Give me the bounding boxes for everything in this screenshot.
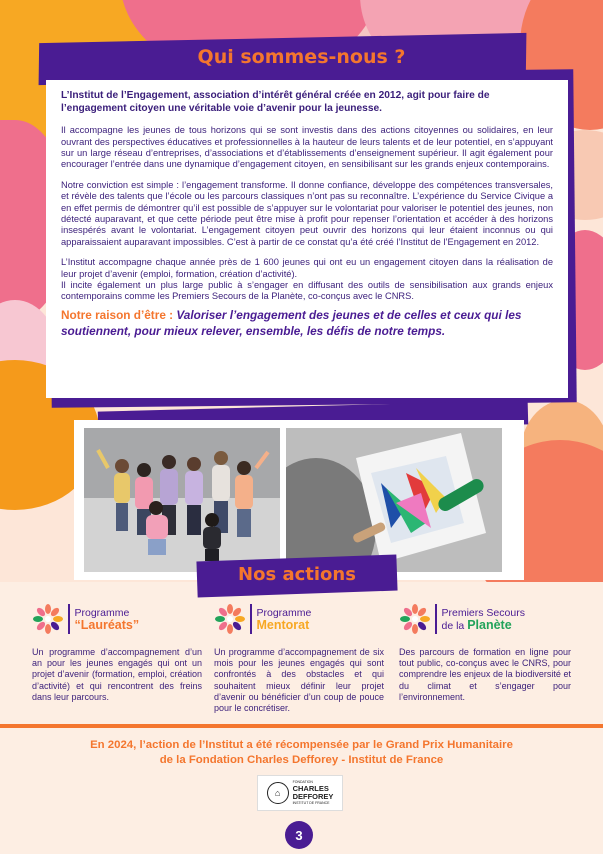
program-title-line2a: de la — [441, 619, 468, 632]
program-separator — [68, 604, 70, 634]
program-title-line2: “Lauréats” — [74, 618, 140, 632]
program-separator — [435, 604, 437, 634]
program-header — [32, 601, 202, 637]
program-title-line2b: Planète — [467, 617, 512, 632]
program-laureats — [32, 601, 202, 703]
logo-name: CHARLES — [292, 784, 329, 793]
divider-line — [0, 724, 603, 728]
actions-title: Nos actions — [238, 564, 356, 585]
program-title-line2: Mentorat — [256, 618, 310, 632]
logo-small-text: FONDATION — [292, 780, 313, 784]
award-statement — [0, 738, 603, 768]
foundation-logo — [257, 775, 343, 811]
program-title — [75, 607, 140, 631]
intro-paragraph: Notre conviction est simple : l’engagement transforme. Il donne confiance, développe des compétences transversales, et révèle des talents que l’école ou les parcours classiques n’ont pas su reconnaître. L’expérience du Service Civique a en effet permis de démontrer qu’il est possible de s’appuyer sur le volontariat pour valoriser le potentiel des jeunes, non détecté auparavant, et que cette période peut être mise à profit pour repenser l’orientation et accéder à des horizons insespérés avant le volontariat. L’engagement citoyen peut ouvrir des horizons qui leur étaient inconnus ou qui apparaissaient auparavant impossibles. C’est à partir de ce constat qu’a été créé l’Institut de l’Engagement en 2012. — [61, 179, 553, 247]
program-title — [257, 607, 312, 631]
flower-logo-icon — [32, 603, 64, 635]
mission-statement — [61, 307, 553, 339]
program-header — [399, 601, 571, 637]
group-photo-illustration — [84, 428, 280, 572]
page-number: 3 — [285, 821, 313, 849]
intro-card — [46, 80, 568, 398]
logo-name: DEFFOREY — [292, 792, 334, 801]
award-line: de la Fondation Charles Defforey - Institut de France — [159, 754, 444, 766]
mission-label: Notre raison d’être : — [61, 307, 174, 322]
page-title: Qui sommes-nous ? — [197, 46, 406, 68]
intro-paragraph: L’Institut accompagne chaque année près de 1 600 jeunes qui ont eu un engagement citoyen dans la réalisation de leur projet d’avenir (emploi, formation, création d’activité). — [61, 257, 553, 279]
program-title-line1: Programme — [256, 607, 312, 619]
program-premiers-secours — [399, 601, 571, 703]
intro-lead: L’Institut de l’Engagement, association d’intérêt général créée en 2012, agit pour faire de l’engagement citoyen une véritable voie d’avenir pour la jeunesse. — [61, 90, 490, 114]
program-description: Un programme d’accompagnement de six mois pour les jeunes engagés qui sont confrontés à des obstacles et qui souhaitent mieux définir leur projet d’avenir ou bénéficier d’un coup de pouce pour le concrétiser. — [214, 647, 384, 714]
group-photo — [84, 428, 280, 572]
logo-subtitle: INSTITUT DE FRANCE — [292, 801, 330, 805]
drawing-photo-illustration — [286, 428, 502, 572]
drawing-photo — [286, 428, 502, 572]
foundation-logo-text — [293, 780, 334, 806]
program-mentorat — [214, 601, 384, 714]
flower-logo-icon — [399, 603, 431, 635]
program-title — [442, 607, 525, 632]
program-title-line1: Programme — [74, 607, 130, 619]
mission-text: Valoriser l’engagement des jeunes et de celles et ceux qui les soutiennent, pour mieux relever, ensemble, les défis de notre temps. — [61, 307, 522, 338]
program-title-line1: Premiers Secours — [441, 606, 525, 619]
flower-logo-icon — [214, 603, 246, 635]
program-description: Des parcours de formation en ligne pour tout public, co-conçus avec le CNRS, pour comprendre les enjeux de la biodiversité et du climat et s’engager pour l’environnement. — [399, 647, 571, 702]
program-separator — [250, 604, 252, 634]
program-description: Un programme d’accompagnement d’un an pour les jeunes engagés qui ont un projet d’avenir (formation, emploi, création d’activité) et qui rencontrent des freins dans leur parcours. — [32, 647, 202, 702]
seal-icon: ⌂ — [267, 782, 289, 804]
program-header — [214, 601, 384, 637]
award-line: En 2024, l’action de l’Institut a été récompensée par le Grand Prix Humanitaire — [90, 739, 513, 751]
intro-paragraph: Il accompagne les jeunes de tous horizons qui se sont investis dans des actions citoyennes ou solidaires, en leur ouvrant des perspectives éducatives et professionnelles à la hauteur de leurs talents et de leur potentiel, en s’appuyant sur un large réseau d’entreprises, d’associations et d’établissements d’enseignement supérieur. Il agit également pour encourager l’entrée dans une dynamique d’engagement citoyen, en sensibilisant sur les grands enjeux contemporains. — [61, 125, 553, 170]
intro-paragraph: Il incite également un plus large public à s’engager en diffusant des outils de sensibilisation aux grands enjeux contemporains comme les Premiers Secours de la Planète, co-conçus avec le CNRS. — [61, 280, 553, 302]
